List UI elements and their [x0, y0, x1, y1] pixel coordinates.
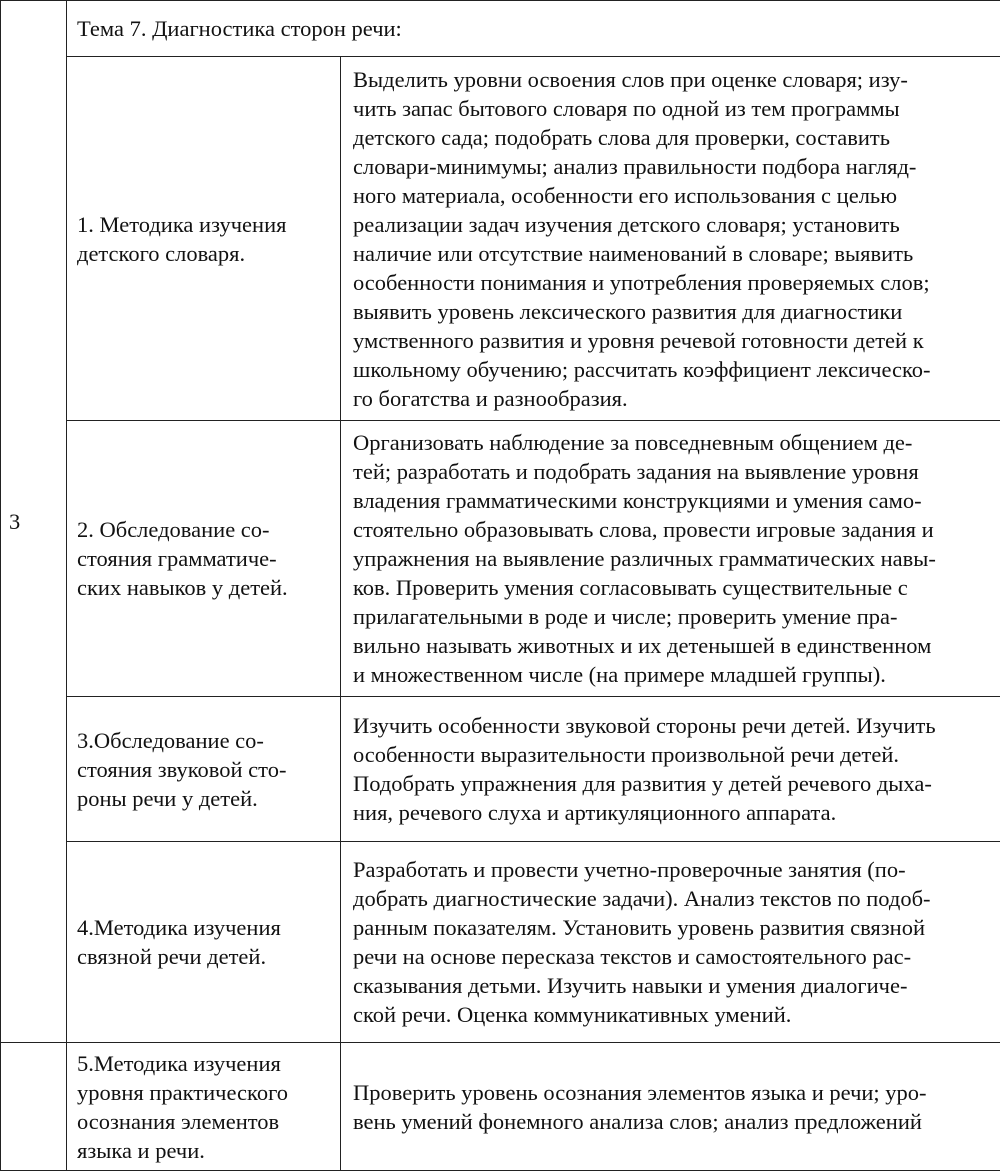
table-row-theme [1, 1, 1000, 57]
table-row [1, 57, 1000, 421]
task-cell: Изучить особенности звуковой стороны речи детей. Изучить особенности выразительности произвольной речи детей. Подобрать упражнения для развития у детей речевого дыха- ния, речевого слуха и артикуляционного аппарата. [341, 697, 1000, 842]
topic-text: 5.Методика изучения уровня практического осознания элементов языка и речи. [77, 1051, 288, 1163]
topic-cell [67, 421, 341, 697]
task-cell: Разработать и провести учетно-проверочные занятия (по- добрать диагностические задачи). Анализ текстов по подоб- ранным показателям. Установить уровень развития связной речи на основе пересказа текстов и самостоятельного рас- сказывания детьми. Изучить навыки и умения диалогиче- ской речи. Оценка коммуникативных умений. [341, 842, 1000, 1043]
theme-title-cell [67, 1, 1000, 57]
table-row [1, 842, 1000, 1043]
section-number-cell [1, 1, 67, 1043]
topic-cell [67, 1043, 341, 1171]
topic-cell [67, 57, 341, 421]
task-cell: Проверить уровень осознания элементов языка и речи; уро- вень умений фонемного анализа слов; анализ предложений [341, 1043, 1000, 1171]
theme-title: Тема 7. Диагностика сторон речи: [77, 16, 402, 41]
topic-text: 1. Методика изучения детского словаря. [77, 212, 286, 266]
task-cell: Организовать наблюдение за повседневным общением де- тей; разработать и подобрать задания на выявление уровня владения грамматическими конструкциями и умения само- стоятельно образовывать слова, провести игровые задания и упражнения на выявление различных грамматических навы- ков. Проверить умения согласовывать существительные с прилагательными в роде и числе; проверить умение пра- вильно называть животных и их детенышей в единственном и множественном числе (на примере младшей группы). [341, 421, 1000, 697]
topic-cell [67, 842, 341, 1043]
topic-text: 2. Обследование со- стояния грамматиче- ских навыков у детей. [77, 517, 288, 600]
section-number: 3 [9, 509, 20, 534]
task-cell: Выделить уровни освоения слов при оценке словаря; изу- чить запас бытового словаря по одной из тем программы детского сада; подобрать слова для проверки, составить словари-минимумы; анализ правильности подбора нагляд- ного материала, особенности его использования с целью реализации задач изучения детского словаря; установить наличие или отсутствие наименований в словаре; выявить особенности понимания и употребления проверяемых слов; выявить уровень лексического развития для диагностики умственного развития и уровня речевой готовности детей к школьному обучению; рассчитать коэффициент лексическо- го богатства и разнообразия. [341, 57, 1000, 421]
topic-cell [67, 697, 341, 842]
table-row [1, 1043, 1000, 1171]
topic-text: 4.Методика изучения связной речи детей. [77, 915, 281, 969]
table-row [1, 697, 1000, 842]
table-row [1, 421, 1000, 697]
empty-number-cell [1, 1043, 67, 1171]
topic-text: 3.Обследование со- стояния звуковой сто- роны речи у детей. [77, 728, 286, 811]
